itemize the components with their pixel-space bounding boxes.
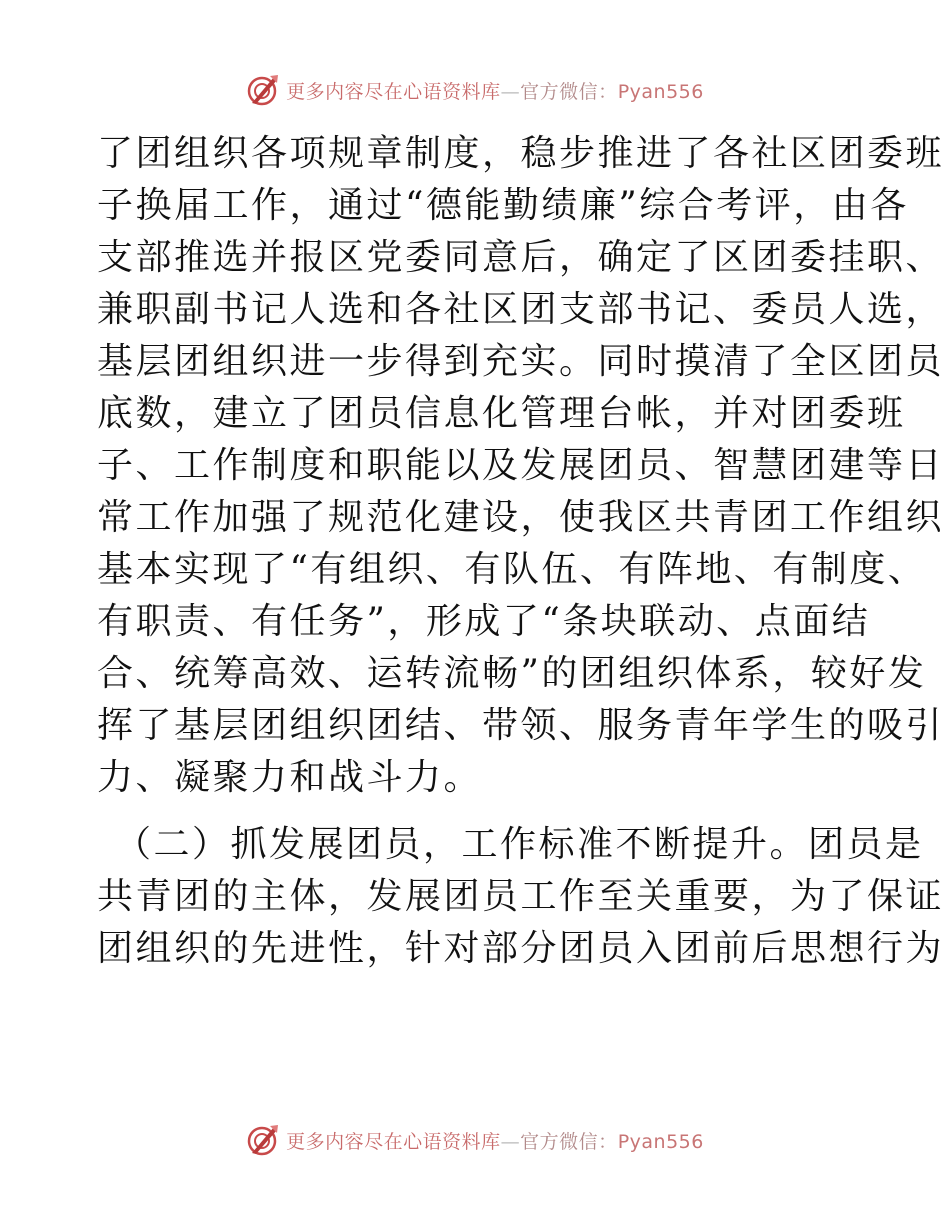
paragraph-2 xyxy=(97,819,945,975)
header-watermark xyxy=(0,70,950,110)
quill-logo-icon xyxy=(246,73,280,107)
text-line: 团组织的先进性，针对部分团员入团前后思想行为 xyxy=(97,928,945,969)
watermark-wechat-id: Pyan556 xyxy=(617,1130,704,1153)
text-line: （二）抓发展团员，工作标准不断提升。团员是 xyxy=(115,824,924,865)
text-line: 挥了基层团组织团结、带领、服务青年学生的吸引 xyxy=(97,705,945,746)
watermark-dash: — xyxy=(500,80,521,103)
text-line: 合、统筹高效、运转流畅”的团组织体系，较好发 xyxy=(97,653,927,694)
text-line: 共青团的主体，发展团员工作至关重要，为了保证 xyxy=(97,876,945,917)
text-line: 力、凝聚力和战斗力。 xyxy=(97,757,483,798)
watermark-library-text: 更多内容尽在心语资料库 xyxy=(286,80,501,103)
watermark-official-label: 官方微信： xyxy=(520,1130,618,1153)
watermark-wechat-id: Pyan556 xyxy=(617,80,704,103)
text-line: 兼职副书记人选和各社区团支部书记、委员人选， xyxy=(97,289,945,330)
watermark-library-text: 更多内容尽在心语资料库 xyxy=(286,1130,501,1153)
quill-logo-icon xyxy=(246,1123,280,1157)
text-line: 底数，建立了团员信息化管理台帐，并对团委班 xyxy=(97,393,906,434)
text-line: 支部推选并报区党委同意后，确定了区团委挂职、 xyxy=(97,237,945,278)
footer-watermark xyxy=(0,1120,950,1160)
watermark-dash: — xyxy=(500,1130,521,1153)
watermark-official-label: 官方微信： xyxy=(520,80,618,103)
paragraph-1 xyxy=(97,128,945,804)
text-line: 了团组织各项规章制度，稳步推进了各社区团委班 xyxy=(97,133,945,174)
text-line: 基层团组织进一步得到充实。同时摸清了全区团员 xyxy=(97,341,945,382)
text-line: 子换届工作，通过“德能勤绩廉”综合考评，由各 xyxy=(97,185,909,226)
text-line: 基本实现了“有组织、有队伍、有阵地、有制度、 xyxy=(97,549,927,590)
text-line: 常工作加强了规范化建设，使我区共青团工作组织 xyxy=(97,497,945,538)
watermark-text xyxy=(286,1127,704,1154)
watermark-text xyxy=(286,77,704,104)
text-line: 子、工作制度和职能以及发展团员、智慧团建等日 xyxy=(97,445,945,486)
text-line: 有职责、有任务”，形成了“条块联动、点面结 xyxy=(97,601,871,642)
document-body xyxy=(97,128,945,975)
